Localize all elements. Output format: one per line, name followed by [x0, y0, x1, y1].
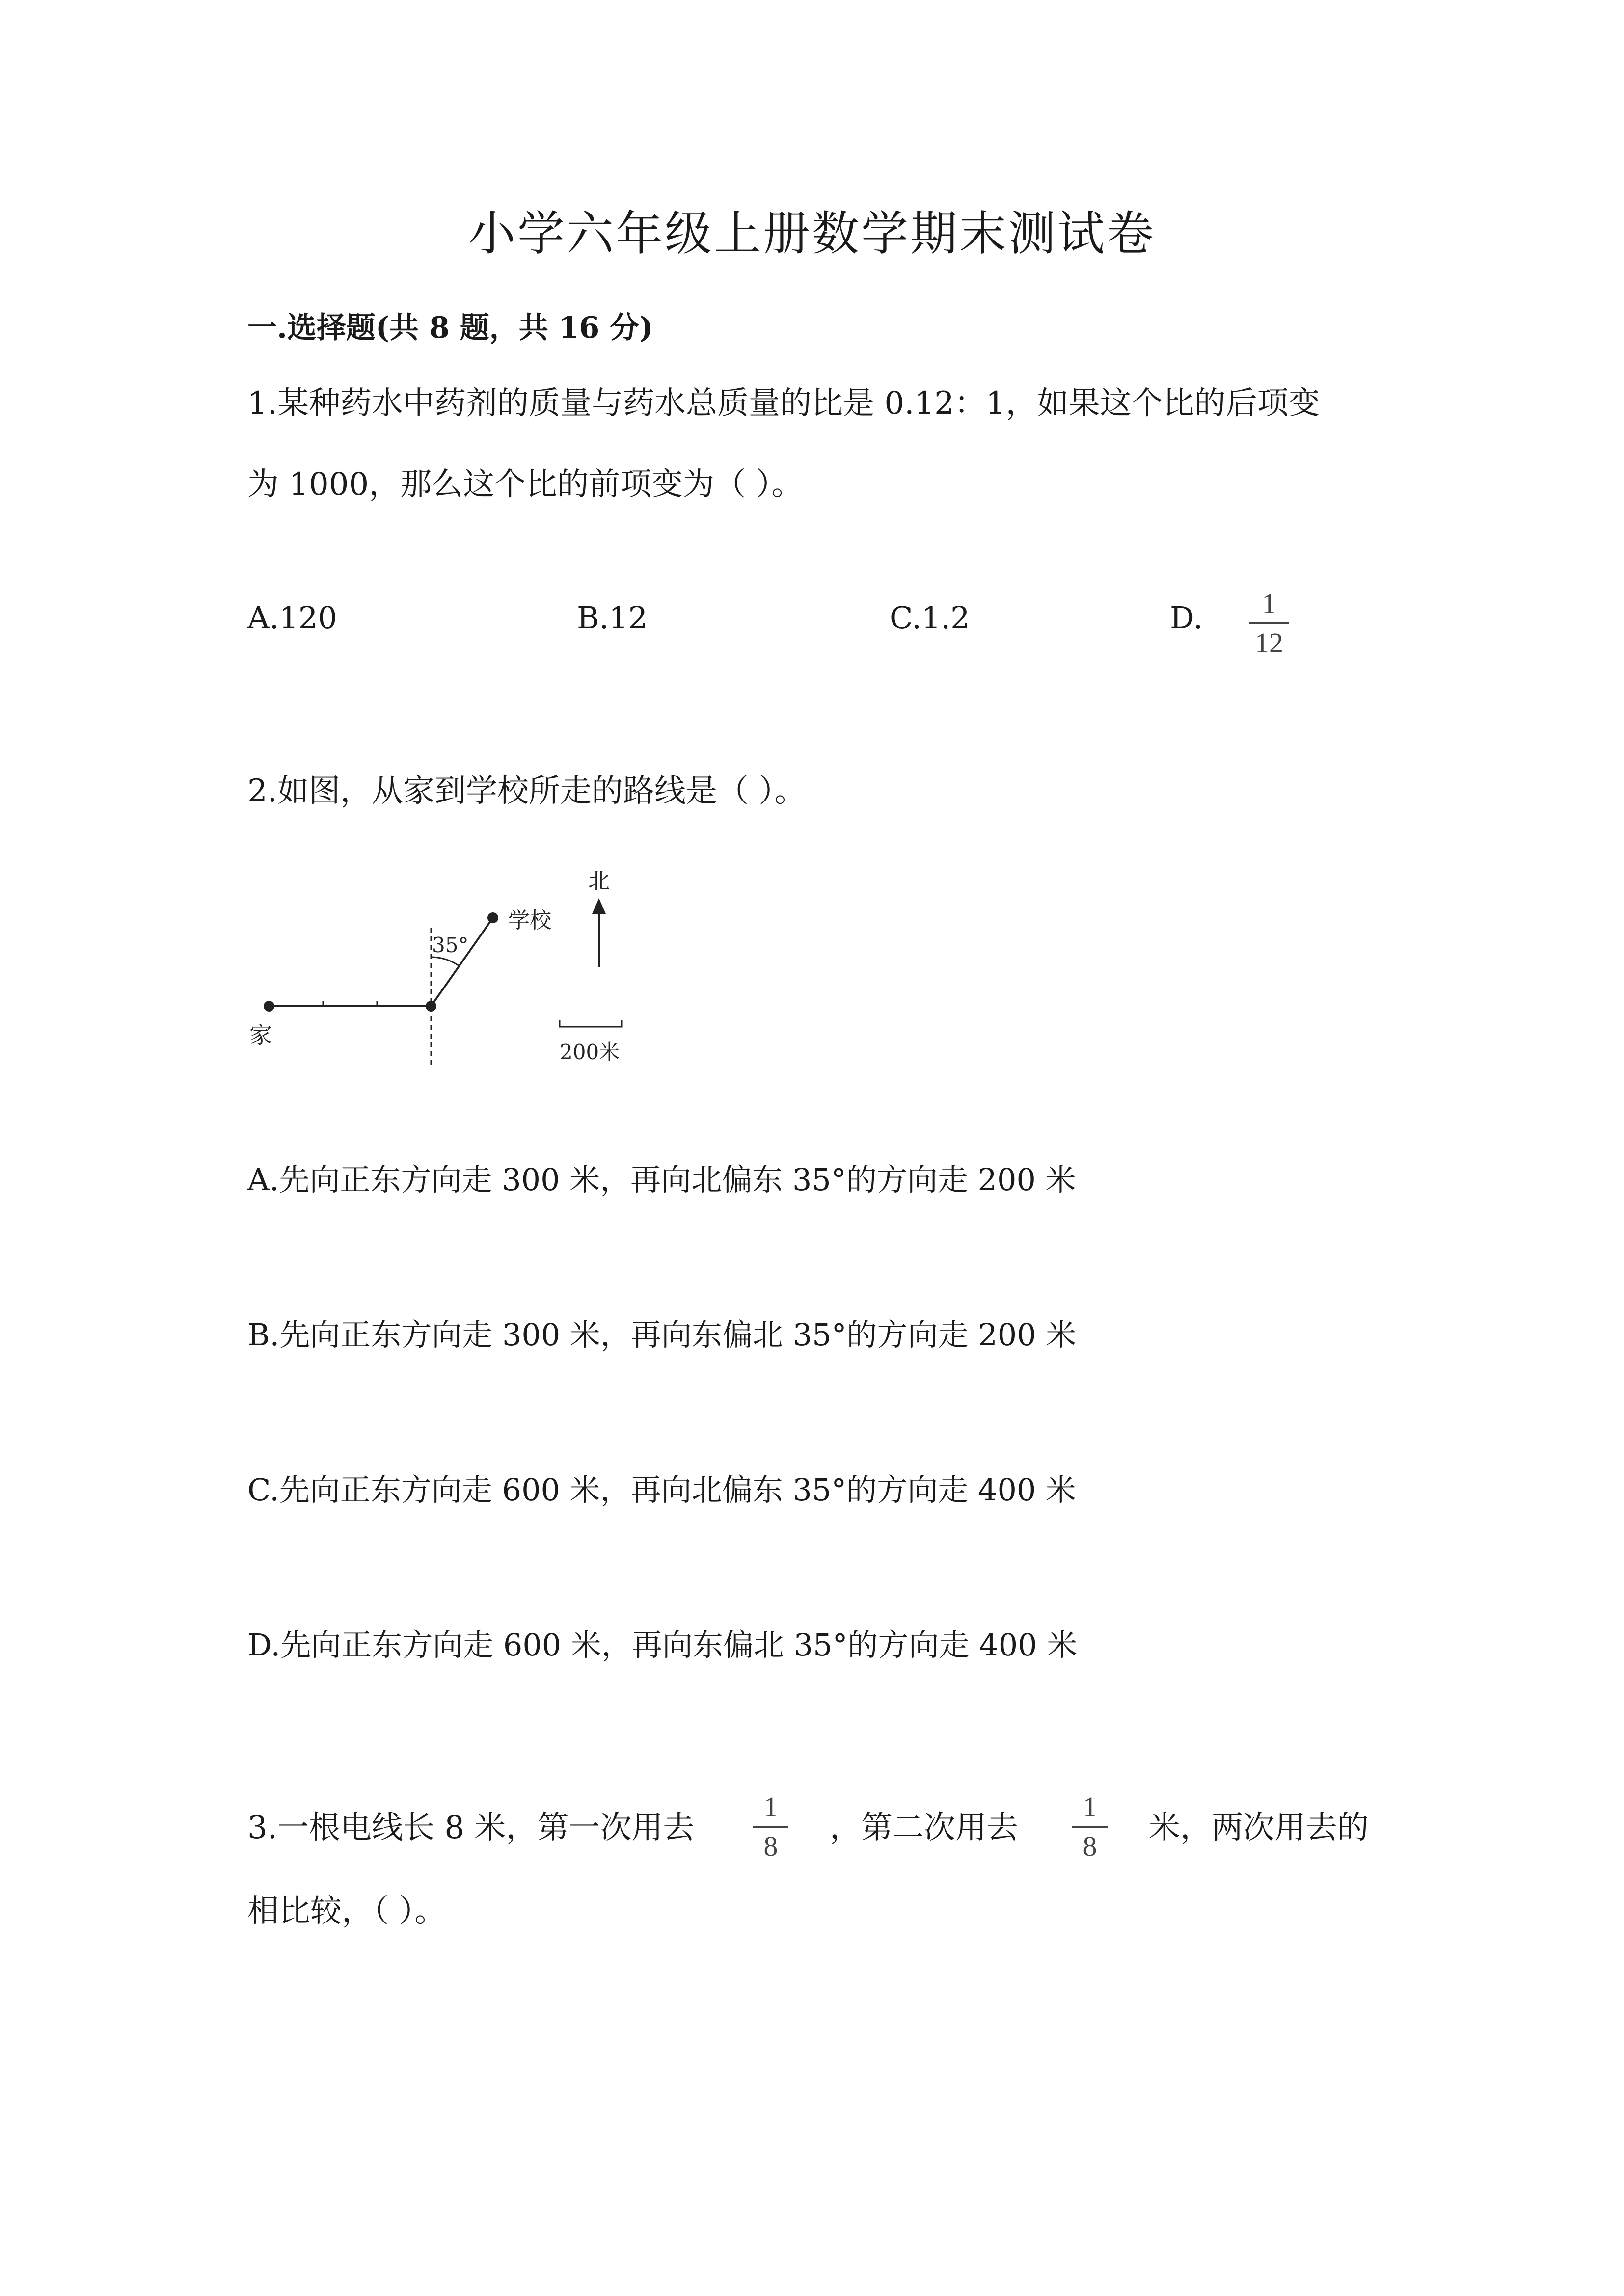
q1-stem-line2: 为 1000，那么这个比的前项变为（ ）。 — [247, 466, 803, 503]
route-diagram — [241, 864, 663, 1080]
school-label: 学校 — [508, 908, 551, 933]
fraction-denominator: 8 — [1083, 1830, 1097, 1862]
scale-bar — [560, 1020, 622, 1027]
fraction-numerator: 1 — [1083, 1791, 1097, 1823]
q3-fraction-2 — [1070, 1791, 1110, 1862]
q2-option-b[interactable]: B.先向正东方向走 300 米，再向东偏北 35°的方向走 200 米 — [247, 1317, 1077, 1353]
home-label: 家 — [249, 1022, 272, 1048]
q1-option-d[interactable] — [1170, 600, 1203, 636]
q1-stem-line1: 1.某种药水中药剂的质量与药水总质量的比是 0.12：1，如果这个比的后项变 — [247, 385, 1320, 422]
fraction-denominator: 12 — [1255, 627, 1283, 659]
fraction-bar — [1249, 622, 1289, 624]
section-heading: 一.选择题(共 8 题，共 16 分) — [247, 311, 653, 345]
fraction-bar — [753, 1826, 788, 1828]
q3-stem-part2: ，第二次用去 — [830, 1810, 1018, 1846]
fraction-numerator: 1 — [763, 1791, 778, 1823]
home-point — [264, 1001, 274, 1012]
school-point — [487, 912, 498, 923]
north-label: 北 — [588, 869, 610, 894]
q1-option-a[interactable]: A.120 — [247, 600, 337, 636]
q3-stem-part1: 3.一根电线长 8 米，第一次用去 — [247, 1810, 695, 1846]
north-arrow-icon — [592, 898, 606, 914]
q3-stem-line2: 相比较，（ ）。 — [247, 1893, 446, 1929]
school-path-line — [431, 918, 493, 1006]
fraction-numerator: 1 — [1262, 587, 1276, 619]
q1-option-d-label: D. — [1170, 600, 1203, 636]
angle-label: 35° — [432, 933, 469, 957]
q2-option-d[interactable]: D.先向正东方向走 600 米，再向东偏北 35°的方向走 400 米 — [247, 1627, 1078, 1663]
q3-fraction-1 — [751, 1791, 790, 1862]
q1-option-c[interactable]: C.1.2 — [890, 600, 970, 636]
page-title: 小学六年级上册数学期末测试卷 — [468, 206, 1156, 261]
q1-option-d-fraction — [1247, 588, 1291, 659]
fraction-bar — [1072, 1826, 1108, 1828]
q2-option-a[interactable]: A.先向正东方向走 300 米，再向北偏东 35°的方向走 200 米 — [247, 1162, 1076, 1198]
scale-label: 200米 — [560, 1040, 620, 1064]
fraction-denominator: 8 — [763, 1830, 778, 1862]
q3-stem-part3: 米，两次用去的 — [1149, 1810, 1369, 1846]
q2-option-c[interactable]: C.先向正东方向走 600 米，再向北偏东 35°的方向走 400 米 — [247, 1472, 1077, 1508]
angle-arc — [431, 957, 459, 966]
q1-option-b[interactable]: B.12 — [577, 600, 648, 636]
q2-stem: 2.如图，从家到学校所走的路线是（ ）。 — [247, 773, 806, 809]
